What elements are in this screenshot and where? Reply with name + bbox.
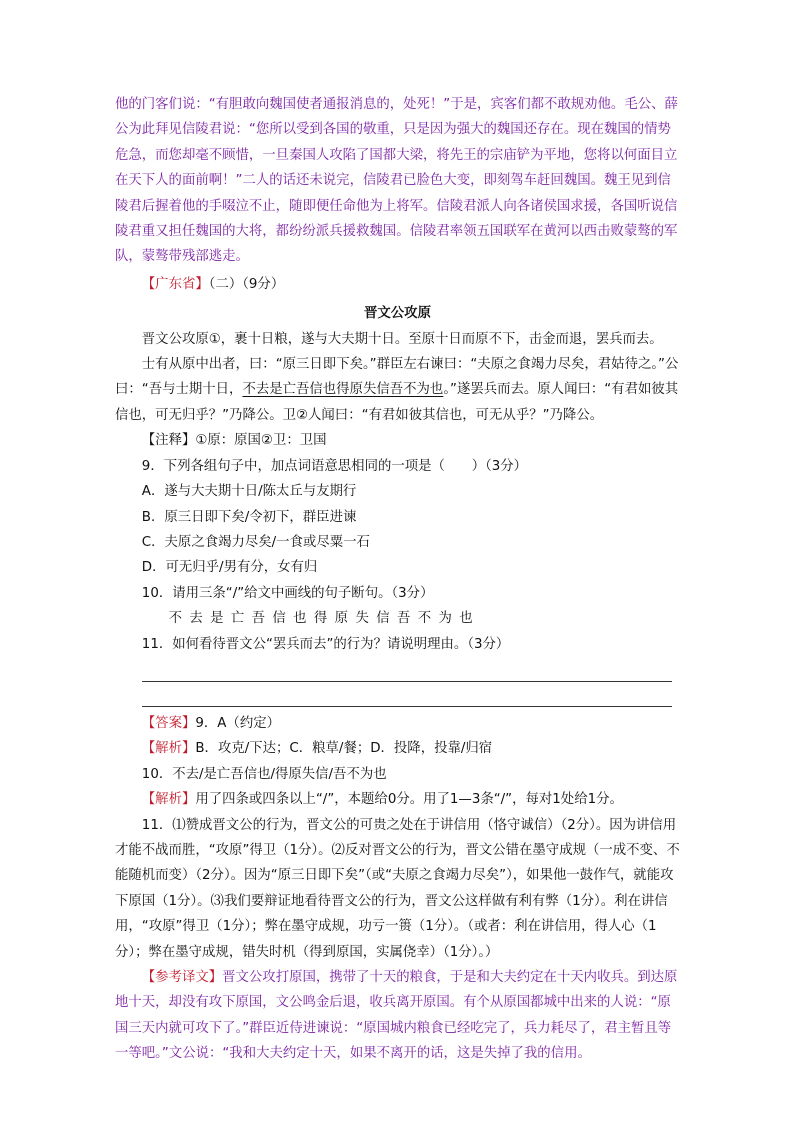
- question-11: 11．如何看待晋文公“罢兵而去”的行为？请说明理由。（3分）: [141, 636, 510, 652]
- question-10: 10．请用三条“/”给文中画线的句子断句。（3分）: [141, 585, 434, 601]
- question-9-option-d: D．可无归乎/男有分，女有归: [141, 560, 318, 576]
- reference-text: 晋文公攻打原国，携带了十天的粮食，于是和大夫约定在十天内收兵。到达原地十天，却没有攻下原国，文公鸣金后退，收兵离开原国。有个从原国都城中出来的人说：“原国三天内就可攻下了。”群臣近侍进谏说：“原国城内粮食已经吃完了，兵力耗尽了，君主暂且等一等吧。”文公说：“我和大夫约定十天，如果不离开的话，这是失掉了我的信用。: [115, 970, 678, 1062]
- answer-9: [115, 711, 680, 736]
- explanation-10: [115, 787, 680, 812]
- underlined-sentence: 不去是亡吾信也得原失信吾不为也: [242, 382, 444, 398]
- question-9-option-c: C．夫原之食竭力尽矣/一食或尽粟一石: [141, 534, 370, 550]
- previous-translation-paragraph: 他的门客们说：“有胆敢向魏国使者通报消息的，处死！”于是，宾客们都不敢规劝他。毛公、薛公为此拜见信陵君说：“您所以受到各国的敬重，只是因为强大的魏国还存在。现在魏国的情势危急，而您却毫不顾惜，一旦秦国人攻陷了国都大梁，将先王的宗庙铲为平地，您将以何面目立在天下人的面前啊！”二人的话还未说完，信陵君已脸色大变，即刻驾车赶回魏国。魏王见到信陵君后握着他的手啜泣不止，随即便任命他为上将军。信陵君派人向各诸侯国求援，各国听说信陵君重又担任魏国的大将，都纷纷派兵援救魏国。信陵君率领五国联军在黄河以西击败蒙骜的军队，蒙骜带残部逃走。: [115, 97, 678, 265]
- question-10-sentence: 不去是亡吾信也得原失信吾不为也: [168, 611, 481, 627]
- answer-9-text: 9．A（约定）: [195, 715, 280, 731]
- annotation-note: 【注释】①原：原国②卫：卫国: [141, 433, 327, 449]
- explanation-tag: 【解析】: [141, 792, 196, 808]
- section-score: （二）（9分）: [208, 276, 285, 292]
- question-9-option-a: A．遂与大夫期十日/陈太丘与友期行: [141, 484, 357, 500]
- explanation-tag: 【解析】: [141, 741, 196, 757]
- province-tag: 【广东省】: [141, 276, 209, 292]
- explanation-9: [115, 736, 680, 761]
- section-header: [115, 272, 680, 297]
- question-9-option-b: B．原三日即下矣/令初下，群臣进谏: [141, 509, 357, 525]
- answer-tag: 【答案】: [141, 715, 196, 731]
- passage-title: 晋文公攻原: [364, 306, 431, 322]
- reference-tag: 【参考译文】: [141, 970, 223, 985]
- document-page: [115, 92, 680, 1067]
- explanation-9-text: B．攻克/下达；C．粮草/餐；D．投降，投靠/归宿: [195, 741, 493, 757]
- answer-line-2[interactable]: [142, 682, 672, 707]
- reference-translation: [115, 965, 680, 1067]
- passage-p2-part-b: 。”遂罢兵而去。原人闻曰：“有君如彼其信也，可无归乎？”乃降公。卫②人闻曰：“有君如彼其信也，可无从乎？”乃降公。: [115, 382, 679, 423]
- passage-paragraph-2: [115, 352, 680, 428]
- answer-11: 11．⑴赞成晋文公的行为，晋文公的可贵之处在于讲信用（恪守诚信）（2分）。因为讲信用才能不战而胜，“攻原”得卫（1分）。⑵反对晋文公的行为，晋文公错在墨守成规（一成不变、不能随机而变）（2分）。因为“原三日即下矣”（或“夫原之食竭力尽矣”），如果他一鼓作气，就能攻下原国（1分）。⑶我们要辩证地看待晋文公的行为，晋文公这样做有利有弊（1分）。利在讲信用，“攻原”得卫（1分）；弊在墨守成规，功亏一篑（1分）。（或者：利在讲信用，得人心（1分）；弊在墨守成规，错失时机（得到原国，实属侥幸）（1分）。）: [115, 817, 680, 960]
- question-9: 9．下列各组句子中，加点词语意思相同的一项是（ ）（3分）: [141, 458, 528, 474]
- explanation-10-text: 用了四条或四条以上“/”，本题给0分。用了1—3条“/”，每对1处给1分。: [195, 792, 623, 808]
- answer-line-1[interactable]: [142, 657, 672, 682]
- passage-p2-part-a: 士有从原中出者，曰：“原三日即下矣。”群臣左右谏曰：“夫原之食竭力尽矣，君姑待之。”公曰：“吾与士期十日，: [115, 357, 679, 398]
- passage-paragraph-1: 晋文公攻原①，裹十日粮，遂与大夫期十日。至原十日而原不下，击金而退，罢兵而去。: [141, 331, 663, 347]
- answer-10: 10．不去/是亡吾信也/得原失信/吾不为也: [141, 766, 387, 782]
